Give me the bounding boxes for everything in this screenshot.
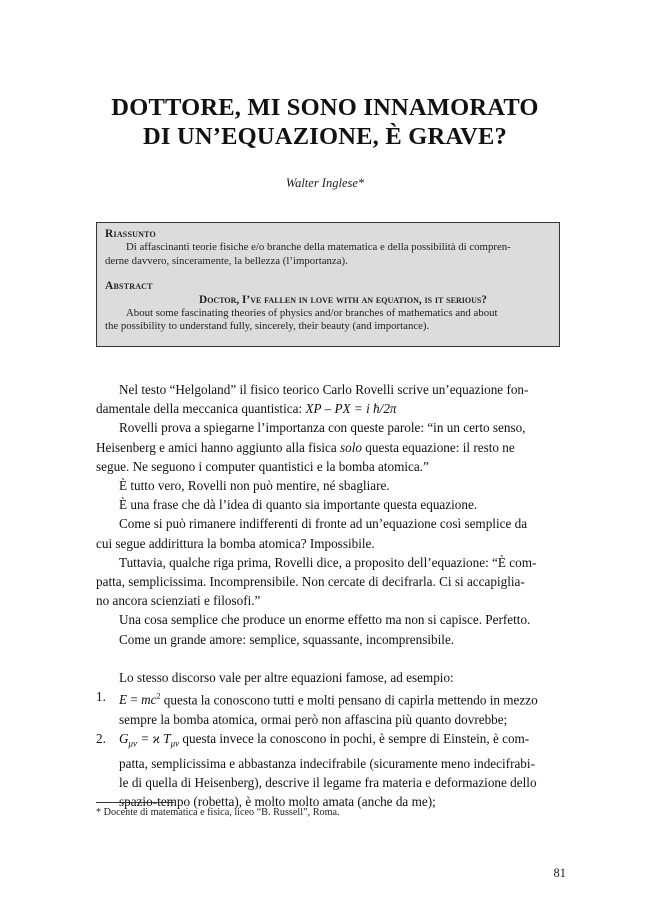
text-span: damentale della meccanica quantistica:: [96, 401, 306, 417]
paragraph-line: Rovelli prova a spiegarne l’importanza con queste parole: “in un certo senso,: [119, 420, 526, 436]
abstract-english-title: Doctor, I’ve fallen in love with an equation, is it serious?: [199, 293, 487, 306]
list-item-continuation: spazio-tempo (robetta), è molto molto amata (anche da me);: [119, 794, 436, 810]
paragraph-line: Nel testo “Helgoland” il fisico teorico Carlo Rovelli scrive un’equazione fon-: [119, 382, 529, 397]
math-symbol: E: [119, 692, 128, 708]
list-item: [96, 687, 566, 710]
paragraph-line: patta, semplicissima. Incomprensibile. Non cercate di decifrarla. Ci si accapiglia-: [96, 574, 525, 590]
math-symbol: mc: [141, 692, 157, 708]
paragraph-line: Tuttavia, qualche riga prima, Rovelli dice, a proposito dell’equazione: “È com-: [119, 554, 537, 570]
equation-mass-energy: [119, 692, 160, 707]
author-name: Walter Inglese*: [285, 176, 365, 190]
page-number: 81: [553, 866, 566, 880]
text-span: questa la conoscono tutti e molti pensano di capirla mettendo in mezzo: [160, 692, 538, 708]
paragraph-spacer: [96, 649, 566, 668]
text-span: questa equazione: il resto ne: [362, 439, 515, 455]
paragraph-line: È tutto vero, Rovelli non può mentire, né sbagliare.: [119, 478, 390, 494]
riassunto-heading: Riassunto: [105, 228, 156, 240]
math-superscript: 2: [156, 692, 161, 702]
list-item-continuation: le di quella di Heisenberg), descrive il legame fra materia e deformazione dello: [119, 774, 537, 790]
paragraph-line: [96, 438, 566, 457]
list-item-continuation: sempre la bomba atomica, ormai però non affascina più quanto dovrebbe;: [119, 711, 508, 727]
paragraph-line: Come si può rimanere indifferenti di fronte ad un’equazione così semplice da: [119, 516, 528, 532]
list-item: [96, 729, 566, 754]
abstract-heading: Abstract: [105, 280, 153, 293]
paragraph-line: no ancora scienziati e filosofi.”: [96, 593, 261, 609]
paragraph-line: [96, 399, 566, 418]
abstract-line-2: the possibility to understand fully, sincerely, their beauty (and importance).: [105, 320, 430, 333]
paper-title: [0, 93, 650, 151]
paragraph-line: Una cosa semplice che produce un enorme effetto ma non si capisce. Perfetto.: [119, 612, 531, 628]
math-operator: =: [127, 692, 142, 708]
emphasis-word: solo: [340, 439, 362, 455]
math-symbol: G: [119, 730, 129, 746]
abstract-line-1: About some fascinating theories of physics and/or branches of mathematics and about: [126, 307, 498, 320]
commutator-equation: XP – PX = i ħ/2π: [305, 401, 397, 417]
text-span: questa invece la conoscono in pochi, è sempre di Einstein, è com-: [179, 730, 530, 746]
body-text: [96, 380, 566, 811]
math-subscript: μν: [128, 738, 138, 749]
footnote: * Docente di matematica e fisica, liceo “B. Russell”, Roma.: [96, 807, 340, 818]
list-item-continuation: patta, semplicissima e abbastanza indecifrabile (sicuramente meno indecifrabi-: [119, 755, 535, 771]
equation-einstein-field: [119, 730, 180, 749]
footnote-rule: [96, 802, 174, 803]
text-span: Heisenberg e amici hanno aggiunto alla fisica: [96, 439, 341, 455]
list-number: 2.: [96, 730, 106, 746]
riassunto-line-2: derne davvero, sinceramente, la bellezza (l’importanza).: [105, 254, 348, 267]
paragraph-line: È una frase che dà l’idea di quanto sia importante questa equazione.: [119, 497, 478, 513]
math-subscript: μν: [170, 738, 180, 749]
title-line-1: DOTTORE, MI SONO INNAMORATO: [111, 94, 539, 121]
paragraph-line: segue. Ne seguono i computer quantistici e la bomba atomica.”: [96, 458, 429, 474]
abstract-box: [96, 222, 560, 347]
title-line-2: DI UN’EQUAZIONE, È GRAVE?: [143, 123, 507, 150]
paragraph-line: Lo stesso discorso vale per altre equazioni famose, ad esempio:: [119, 669, 454, 685]
math-operator: = ϰ: [137, 730, 164, 746]
math-symbol: T: [163, 730, 171, 746]
riassunto-line-1: Di affascinanti teorie fisiche e/o branche della matematica e della possibilità di compren-: [126, 241, 511, 254]
paragraph-line: Come un grande amore: semplice, squassante, incomprensibile.: [119, 631, 455, 647]
list-number: 1.: [96, 689, 106, 705]
paragraph-line: cui segue addirittura la bomba atomica? Impossibile.: [96, 535, 375, 551]
box-spacer: [105, 268, 551, 280]
